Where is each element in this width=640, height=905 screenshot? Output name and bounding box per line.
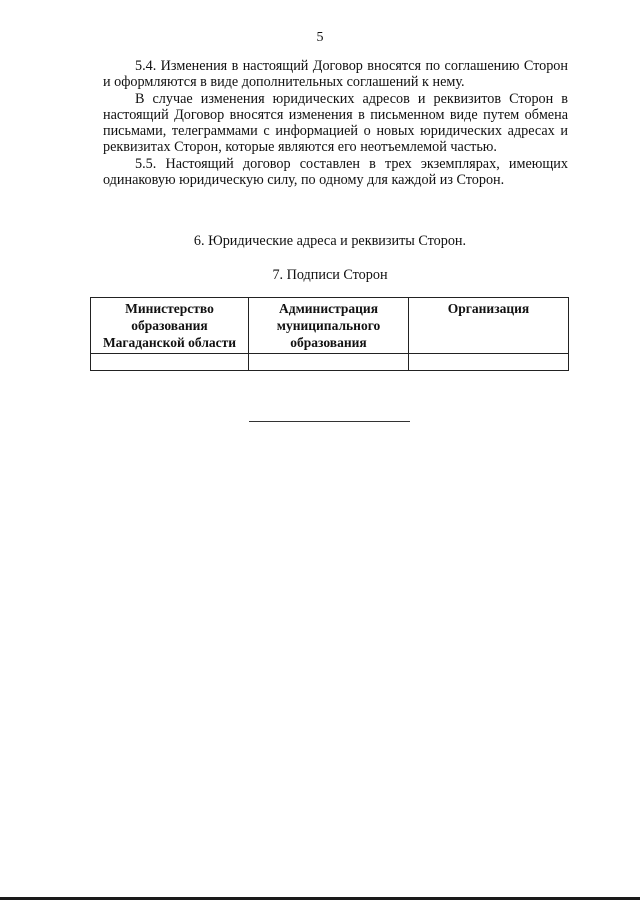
party-organization-line-1: Организация (447, 301, 530, 316)
party-ministry-line-1: Министерство (125, 301, 214, 316)
signature-space-administration (249, 354, 409, 371)
signature-table (90, 297, 569, 371)
section-heading-signatures: 7. Подписи Сторон (272, 267, 388, 283)
document-body (103, 58, 568, 188)
section-heading-addresses: 6. Юридические адреса и реквизиты Сторон. (193, 233, 467, 249)
party-administration-cell (249, 298, 409, 354)
clause-5-5: 5.5. Настоящий договор составлен в трех экземплярах, имеющих одинаковую юридическую силу, по одному для каждой из Сторон. (103, 156, 568, 188)
party-administration-line-3: образования (290, 335, 367, 350)
party-administration-line-1: Администрация (278, 301, 378, 316)
party-ministry-line-2: образования (131, 318, 208, 333)
party-administration-line-2: муниципального (276, 318, 381, 333)
party-ministry-cell (91, 298, 249, 354)
clause-5-4-continuation: В случае изменения юридических адресов и реквизитов Сторон в настоящий Договор вносятся изменения в письменном виде путем обмена письмами, телеграммами с информацией о новых юридических адресах и реквизитах Сторон, которые являются его неотъемлемой частью. (103, 91, 568, 155)
party-ministry-line-3: Магаданской области (102, 335, 237, 350)
signature-space-ministry (91, 354, 249, 371)
end-of-document-rule (249, 421, 410, 422)
signature-table-header-row (91, 298, 569, 354)
signature-space-organization (409, 354, 569, 371)
signature-row (91, 354, 569, 371)
page-number: 5 (316, 30, 324, 45)
scan-bottom-edge (0, 897, 640, 900)
party-organization-cell (409, 298, 569, 354)
clause-5-4: 5.4. Изменения в настоящий Договор вносятся по соглашению Сторон и оформляются в виде дополнительных соглашений к нему. (103, 58, 568, 90)
